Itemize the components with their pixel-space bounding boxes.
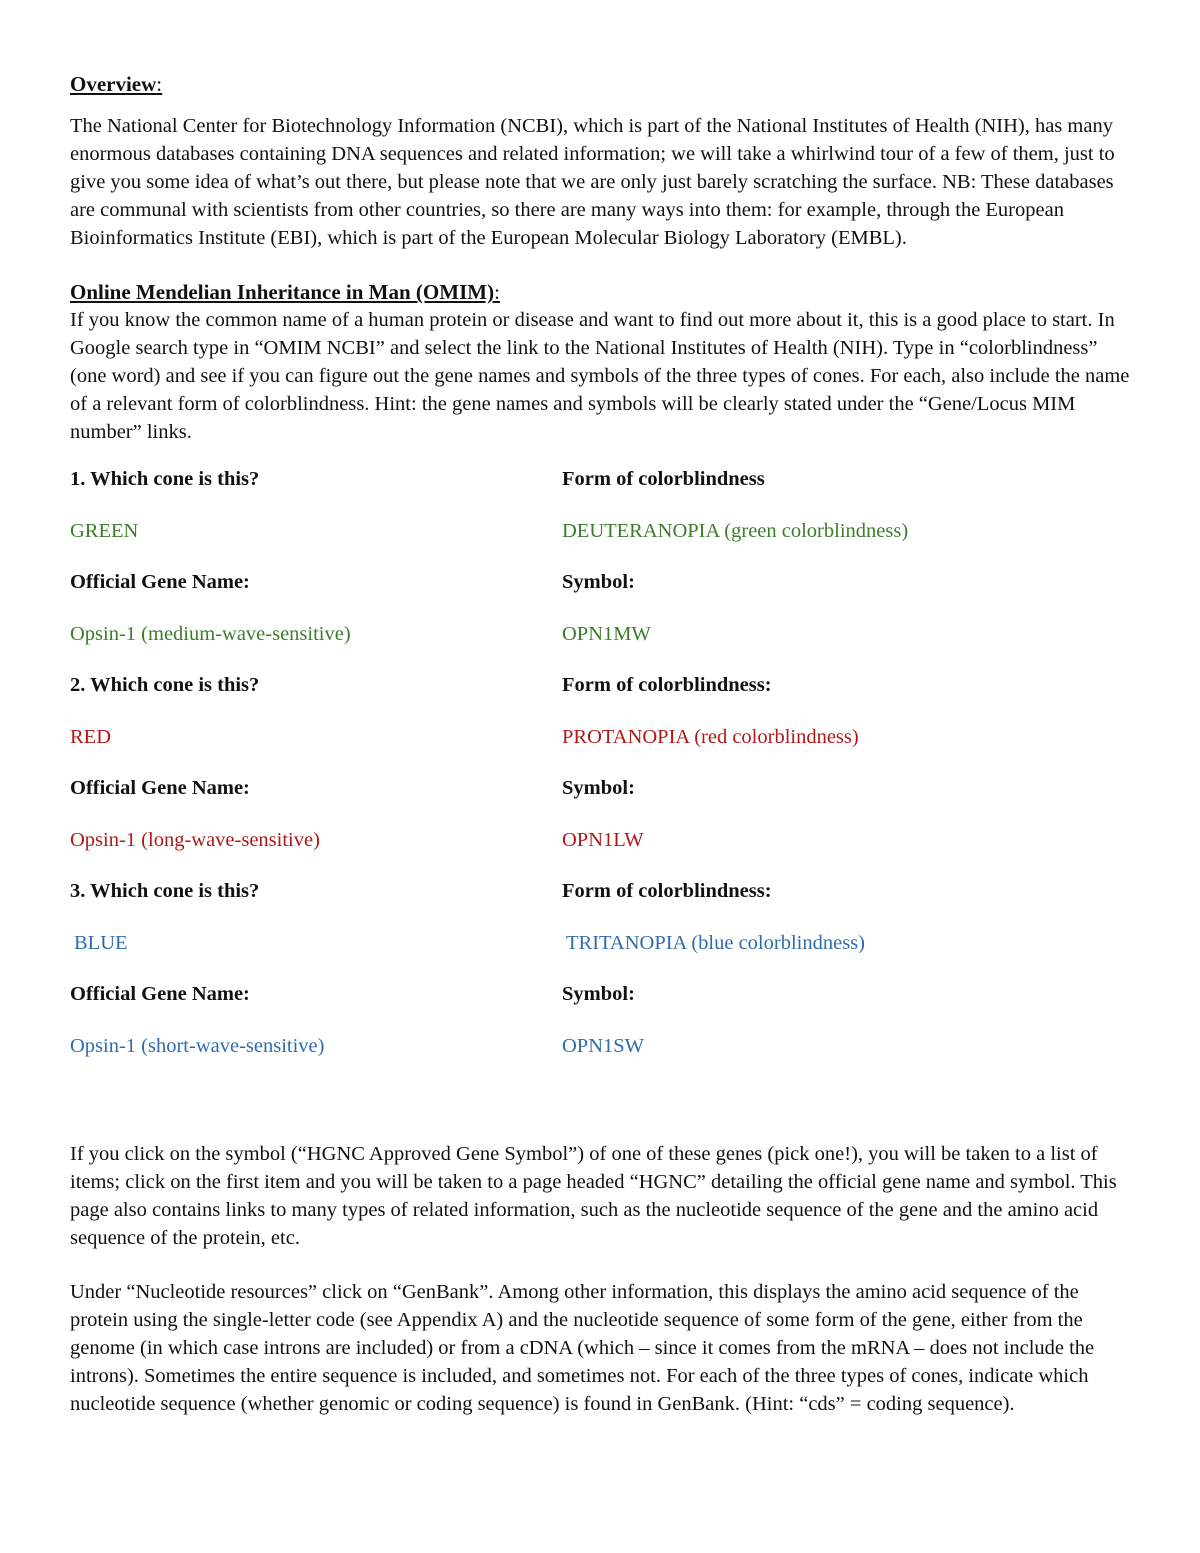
cone-2-question-row (70, 660, 1130, 712)
cone-2-gene-label: Official Gene Name: (70, 777, 250, 800)
cone-2-form-label: Form of colorblindness: (562, 674, 772, 697)
cone-1-answer: GREEN (70, 519, 139, 542)
cone-2-symbol: OPN1LW (562, 828, 644, 851)
cone-3-question: 3. Which cone is this? (70, 880, 260, 903)
cone-3-gene-label-row (70, 969, 1130, 1021)
cone-2-question: 2. Which cone is this? (70, 674, 260, 697)
cone-3-form-answer: TRITANOPIA (blue colorblindness) (566, 931, 865, 954)
cone-3-symbol: OPN1SW (562, 1034, 645, 1057)
omim-heading: Online Mendelian Inheritance in Man (OMIM): (70, 280, 500, 304)
hgnc-paragraph: If you click on the symbol (“HGNC Approved Gene Symbol”) of one of these genes (pick one!), you will be taken to a list of items; click on the first item and you will be taken to a page headed “HGNC” detailing the official gene name and symbol. This page also contains links to many types of related information, such as the nucleotide sequence of the gene and the amino acid sequence of the protein, etc. (70, 1143, 1117, 1249)
cone-2-gene-label-row (70, 763, 1130, 815)
cone-3-gene-name: Opsin-1 (short-wave-sensitive) (70, 1034, 325, 1057)
cone-1-question: 1. Which cone is this? (70, 468, 260, 491)
cone-1-gene-label-row (70, 557, 1130, 609)
document-page (70, 70, 1130, 1418)
cone-1-symbol-label: Symbol: (562, 571, 635, 594)
cone-3-answer: BLUE (74, 931, 128, 954)
cone-3-gene-label: Official Gene Name: (70, 983, 250, 1006)
cone-3-question-row (70, 866, 1130, 918)
omim-paragraph: If you know the common name of a human protein or disease and want to find out more about it, this is a good place to start. In Google search type in “OMIM NCBI” and select the link to the National Institutes of Health (NIH). Type in “colorblindness” (one word) and see if you can figure out the gene names and symbols of the three types of cones. For each, also include the name of a relevant form of colorblindness. Hint: the gene names and symbols will be clearly stated under the “Gene/Locus MIM number” links. (70, 309, 1130, 443)
cone-1-question-row (70, 454, 1130, 506)
cone-1-gene-row (70, 609, 1130, 661)
cone-2-form-answer: PROTANOPIA (red colorblindness) (562, 725, 859, 748)
overview-heading: Overview: (70, 72, 163, 96)
overview-paragraph: The National Center for Biotechnology Information (NCBI), which is part of the National Institutes of Health (NIH), has many enormous databases containing DNA sequences and related information; we will take a whirlwind tour of a few of them, just to give you some idea of what’s out there, but please note that we are only just barely scratching the surface. NB: These databases are communal with scientists from other countries, so there are many ways into them: for example, through the European Bioinformatics Institute (EBI), which is part of the European Molecular Biology Laboratory (EMBL). (70, 115, 1115, 249)
cone-3-symbol-label: Symbol: (562, 983, 635, 1006)
cone-1-form-answer: DEUTERANOPIA (green colorblindness) (562, 519, 909, 542)
cone-1-gene-label: Official Gene Name: (70, 571, 250, 594)
cone-2-gene-row (70, 815, 1130, 867)
cone-3-form-label: Form of colorblindness: (562, 880, 772, 903)
cone-answers (70, 454, 1130, 1072)
genbank-paragraph: Under “Nucleotide resources” click on “GenBank”. Among other information, this displays the amino acid sequence of the protein using the single-letter code (see Appendix A) and the nucleotide sequence of some form of the gene, either from the genome (in which case introns are included) or from a cDNA (which – since it comes from the mRNA – does not include the introns). Sometimes the entire sequence is included, and sometimes not. For each of the three types of cones, indicate which nucleotide sequence (whether genomic or coding sequence) is found in GenBank. (Hint: “cds” = coding sequence). (70, 1281, 1095, 1415)
cone-1-form-label: Form of colorblindness (562, 468, 765, 491)
cone-3-answer-row (70, 918, 1130, 970)
cone-1-gene-name: Opsin-1 (medium-wave-sensitive) (70, 622, 351, 645)
cone-2-answer: RED (70, 725, 111, 748)
cone-1-symbol: OPN1MW (562, 622, 651, 645)
cone-2-symbol-label: Symbol: (562, 777, 635, 800)
cone-1-answer-row (70, 506, 1130, 558)
cone-2-gene-name: Opsin-1 (long-wave-sensitive) (70, 828, 320, 851)
cone-2-answer-row (70, 712, 1130, 764)
cone-3-gene-row (70, 1021, 1130, 1073)
